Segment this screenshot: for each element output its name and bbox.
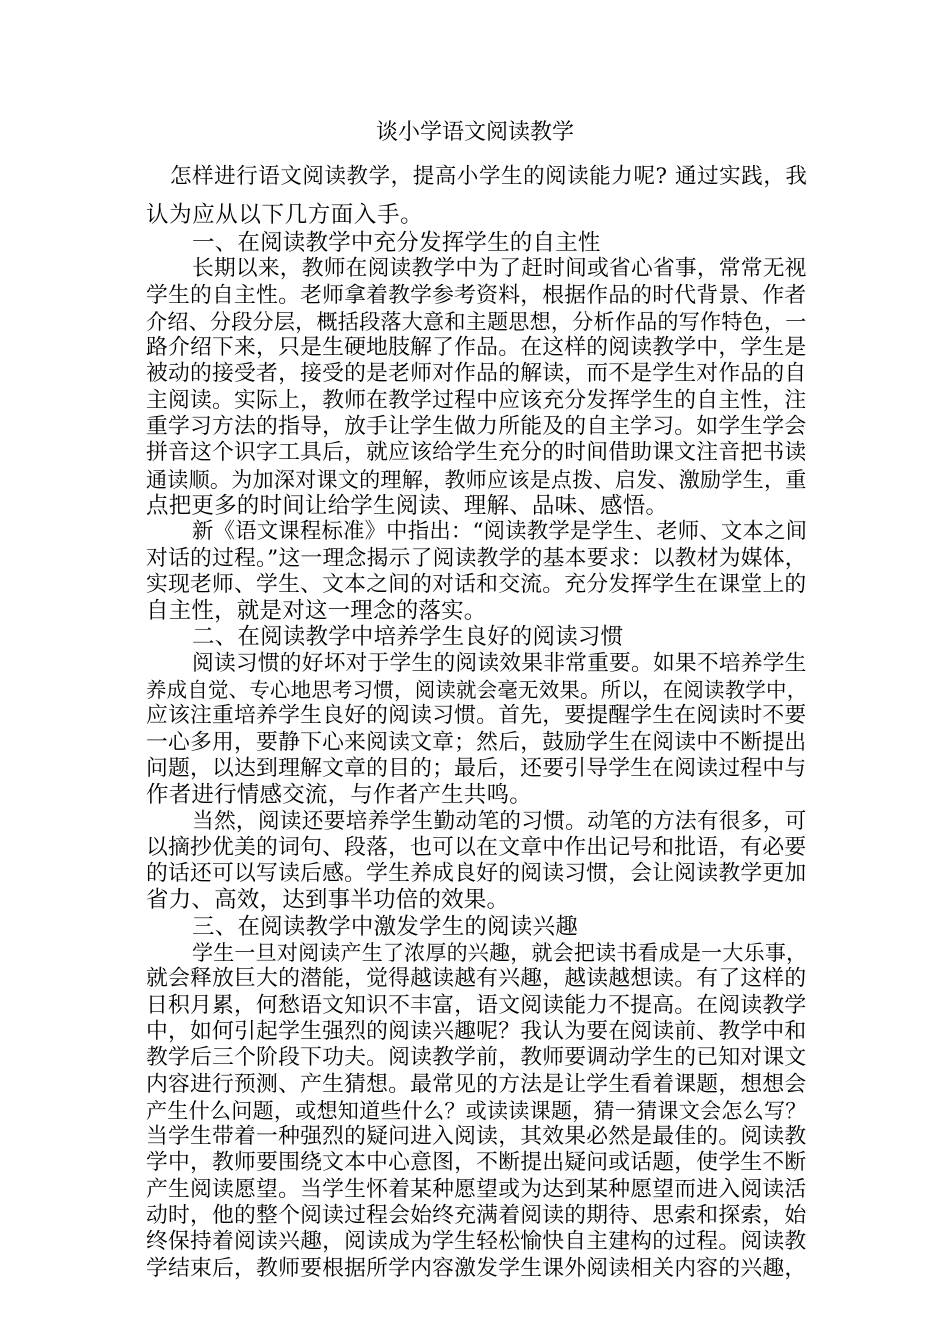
text-line: 日积月累，何愁语文知识不丰富，语文阅读能力不提高。在阅读教学	[146, 992, 807, 1018]
text-line: 被动的接受者，接受的是老师对作品的解读，而不是学生对作品的自	[146, 361, 807, 387]
text-line: 就会释放巨大的潜能，觉得越读越有兴趣，越读越想读。有了这样的	[146, 966, 807, 992]
text-line: 阅读习惯的好坏对于学生的阅读效果非常重要。如果不培养学生	[192, 650, 807, 676]
text-line: 作者进行情感交流，与作者产生共鸣。	[146, 782, 532, 809]
text-line: 产生什么问题，或想知道些什么？或读读课题，猜一猜课文会怎么写？	[146, 1097, 807, 1123]
text-line: 认为应从以下几方面入手。	[146, 202, 424, 228]
text-line: 怎样进行语文阅读教学，提高小学生的阅读能力呢? 通过实践，我	[170, 164, 808, 189]
text-line: 养成自觉、专心地思考习惯，阅读就会毫无效果。所以，在阅读教学中，	[146, 678, 808, 703]
text-line: 产生阅读愿望。当学生怀着某种愿望或为达到某种愿望而进入阅读活	[146, 1176, 807, 1202]
text-line: 学生的自主性。老师拿着教学参考资料，根据作品的时代背景、作者	[146, 282, 807, 308]
document-body	[146, 230, 810, 1282]
intro-paragraph	[146, 158, 810, 228]
text-line: 学生一旦对阅读产生了浓厚的兴趣，就会把读书看成是一大乐事，	[192, 940, 808, 966]
text-line: 省力、高效，达到事半功倍的效果。	[146, 887, 510, 914]
text-line: 路介绍下来，只是生硬地肢解了作品。在这样的阅读教学中，学生是	[146, 335, 807, 361]
text-line: 学中，教师要围绕文本中心意图，不断提出疑问或话题，使学生不断	[146, 1150, 807, 1176]
text-line: 对话的过程。”这一理念揭示了阅读教学的基本要求：以教材为媒体，	[146, 545, 807, 571]
text-line: 以摘抄优美的词句、段落，也可以在文章中作出记号和批语，有必要	[146, 834, 807, 860]
text-line: 内容进行预测、产生猜想。最常见的方法是让学生看着课题，想想会	[146, 1071, 807, 1097]
text-line: 重学习方法的指导，放手让学生做力所能及的自主学习。如学生学会	[146, 414, 807, 440]
text-line: 中，如何引起学生强烈的阅读兴趣呢？我认为要在阅读前、教学中和	[146, 1018, 807, 1044]
section-heading: 三、在阅读教学中激发学生的阅读兴趣	[192, 913, 578, 940]
text-line: 介绍、分段分层，概括段落大意和主题思想，分析作品的写作特色，一	[146, 308, 807, 334]
text-line: 主阅读。实际上，教师在教学过程中应该充分发挥学生的自主性，注	[146, 387, 807, 413]
text-line: 拼音这个识字工具后，就应该给学生充分的时间借助课文注音把书读	[146, 440, 807, 466]
document-title: 谈小学语文阅读教学	[375, 120, 574, 145]
text-line: 终保持着阅读兴趣，阅读成为学生轻松愉快自主建构的过程。阅读教	[146, 1229, 807, 1255]
section-heading: 二、在阅读教学中培养学生良好的阅读习惯	[192, 624, 624, 651]
section-heading: 一、在阅读教学中充分发挥学生的自主性	[192, 230, 601, 256]
text-line: 动时，他的整个阅读过程会始终充满着阅读的期待、思索和探索，始	[146, 1202, 807, 1228]
text-line: 问题，以达到理解文章的目的；最后，还要引导学生在阅读过程中与	[146, 755, 807, 781]
text-line: 当然，阅读还要培养学生勤动笔的习惯。动笔的方法有很多，可	[192, 808, 807, 834]
text-line: 通读顺。为加深对课文的理解，教师应该是点拨、启发、激励学生，重	[146, 466, 807, 492]
text-line: 点把更多的时间让给学生阅读、理解、品味、感悟。	[146, 492, 669, 519]
text-line: 应该注重培养学生良好的阅读习惯。首先，要提醒学生在阅读时不要	[146, 703, 807, 729]
text-line: 自主性，就是对这一理念的落实。	[146, 598, 487, 625]
text-line: 当学生带着一种强烈的疑问进入阅读，其效果必然是最佳的。阅读教	[146, 1124, 807, 1150]
text-line: 一心多用，要静下心来阅读文章；然后，鼓励学生在阅读中不断提出	[146, 729, 807, 755]
text-line: 长期以来，教师在阅读教学中为了赶时间或省心省事，常常无视	[192, 256, 807, 282]
text-line: 实现老师、学生、文本之间的对话和交流。充分发挥学生在课堂上的	[146, 571, 807, 597]
text-line: 的话还可以写读后感。学生养成良好的阅读习惯，会让阅读教学更加	[146, 861, 807, 887]
text-line: 教学后三个阶段下功夫。阅读教学前，教师要调动学生的已知对课文	[146, 1045, 807, 1071]
text-line: 学结束后，教师要根据所学内容激发学生课外阅读相关内容的兴趣，	[146, 1255, 807, 1281]
text-line: 新《语文课程标准》中指出：“阅读教学是学生、老师、文本之间	[192, 519, 808, 545]
